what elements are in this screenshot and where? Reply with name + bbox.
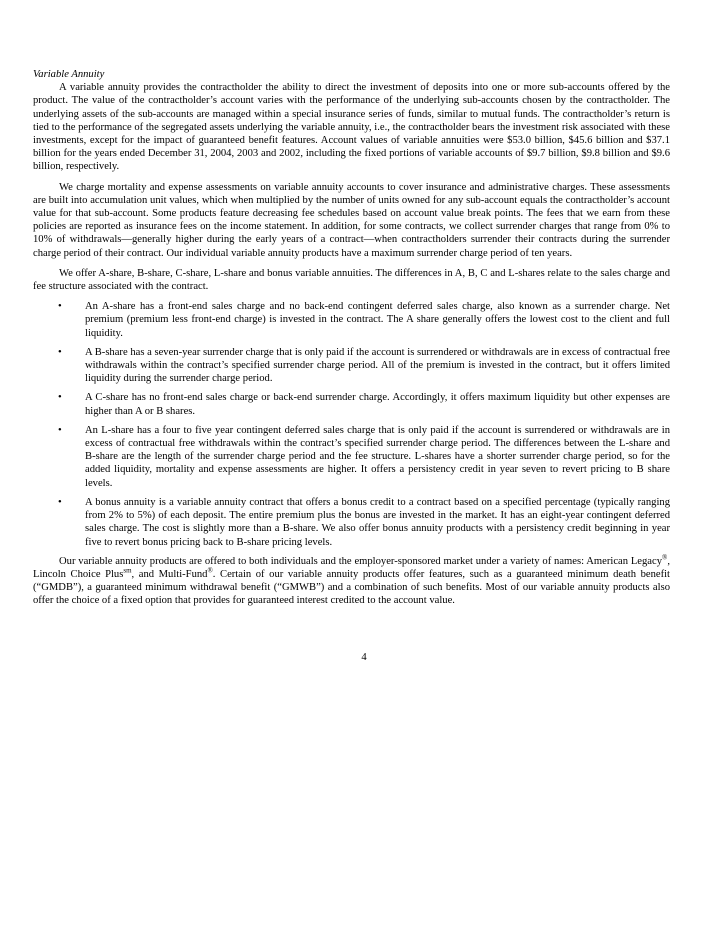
list-item-c-share [33,391,670,417]
bullet-icon: • [58,301,62,313]
list-item-text: An A-share has a front-end sales charge and no back-end contingent deferred sales charge, also known as a surrender charge. Net premium (premium less front-end charge) is invested in the contract. The A share generally offers the lowest cost to the client and full liquidity. [85,301,670,339]
list-item-text: An L-share has a four to five year contingent deferred sales charge that is only paid if the account is surrendered or withdrawals are in excess of contractual free withdrawals within the contract’s specified surrender charge period. The differences between the L-share and B-share are the length of the surrender charge period and the fee structure. L-shares have a shorter surrender charge period, so for the added liquidity, mortality and expense assessments are higher. It offers a persistency credit in year seven to revert pricing to B share levels. [85,424,670,489]
registered-mark: ® [207,566,213,575]
product-text-part1: Our variable annuity products are offered to both individuals and the employer-sponsored market under a variety of names: American Legacy [59,555,663,567]
paragraph-product-names [33,555,670,608]
section-heading: Variable Annuity [33,69,105,80]
paragraph-variable-annuity-overview: A variable annuity provides the contractholder the ability to direct the investment of deposits into one or more sub-accounts offered by the product. The value of the contractholder’s account varies with the performance of the underlying sub-accounts chosen by the contractholder. The underlying assets of the sub-accounts are managed within a special insurance series of funds, similar to mutual funds. The contractholder’s return is tied to the performance of the segregated assets underlying the variable annuity, i.e., the contractholder bears the investment risk associated with these investments, except for the impact of guaranteed benefit features. Account values of variable annuities were $53.0 billion, $45.6 billion and $37.1 billion for the years ended December 31, 2004, 2003 and 2002, including the fixed portions of variable accounts of $9.7 billion, $9.8 billion and $9.6 billion, respectively. [33,82,670,173]
bullet-icon: • [58,392,62,404]
service-mark: sm [123,566,132,575]
paragraph-share-classes: We offer A-share, B-share, C-share, L-share and bonus variable annuities. The differences in A, B, C and L-shares relate to the sales charge and fee structure associated with the contract. [33,267,670,293]
list-item-text: A C-share has no front-end sales charge or back-end surrender charge. Accordingly, it offers maximum liquidity but other expenses are higher than A or B shares. [85,392,670,417]
bullet-icon: • [58,496,62,508]
document-page [33,68,670,615]
bullet-icon: • [58,424,62,436]
product-text-part2: , Lincoln Choice Plus [33,555,670,580]
list-item-bonus-annuity [33,496,670,549]
share-class-list [33,300,670,548]
list-item-text: A bonus annuity is a variable annuity contract that offers a bonus credit to a contract based on a specified percentage (typically ranging from 2% to 5%) of each deposit. The entire premium plus the bonus are invested in the market. It has an eight-year contingent deferred sales charge. The cost is slightly more than a B-share. We also offer bonus annuity products with a persistency credit beginning in year five to revert bonus pricing back to B-share pricing levels. [85,496,670,548]
registered-mark: ® [662,553,668,562]
product-text-part3: , and Multi-Fund [131,568,208,580]
product-text-part4: . Certain of our variable annuity products offer features, such as a guaranteed minimum death benefit (“GMDB”), a guaranteed minimum withdrawal benefit (“GMWB”) and a combination of such benefits. Most of our variable annuity products also offer the choice of a fixed option that provides for guaranteed interest credited to the account value. [33,568,670,607]
bullet-icon: • [58,346,62,358]
list-item-l-share [33,424,670,490]
list-item-text: A B-share has a seven-year surrender charge that is only paid if the account is surrendered or withdrawals are in excess of contractual free withdrawals within the contract’s specified surrender charge period. All of the premium is invested in the contract, but it offers limited liquidity during the surrender charge period. [85,346,670,385]
list-item-b-share [33,346,670,386]
list-item-a-share [33,300,670,340]
page-number: 4 [361,652,367,663]
paragraph-mortality-expense: We charge mortality and expense assessments on variable annuity accounts to cover insurance and administrative charges. These assessments are built into accumulation unit values, which when multiplied by the number of units owned for any sub-account equals the contractholder’s account value for that sub-account. Some products feature decreasing fee schedules based on account value break points. The fees that we earn from these policies are reported as insurance fees on the income statement. In addition, for some contracts, we collect surrender charges that range from 0% to 10% of withdrawals—generally higher during the early years of a contract—when contractholders surrender their contracts during the surrender charge period of their contract. Our individual variable annuity products have a maximum surrender charge period of ten years. [33,181,670,259]
